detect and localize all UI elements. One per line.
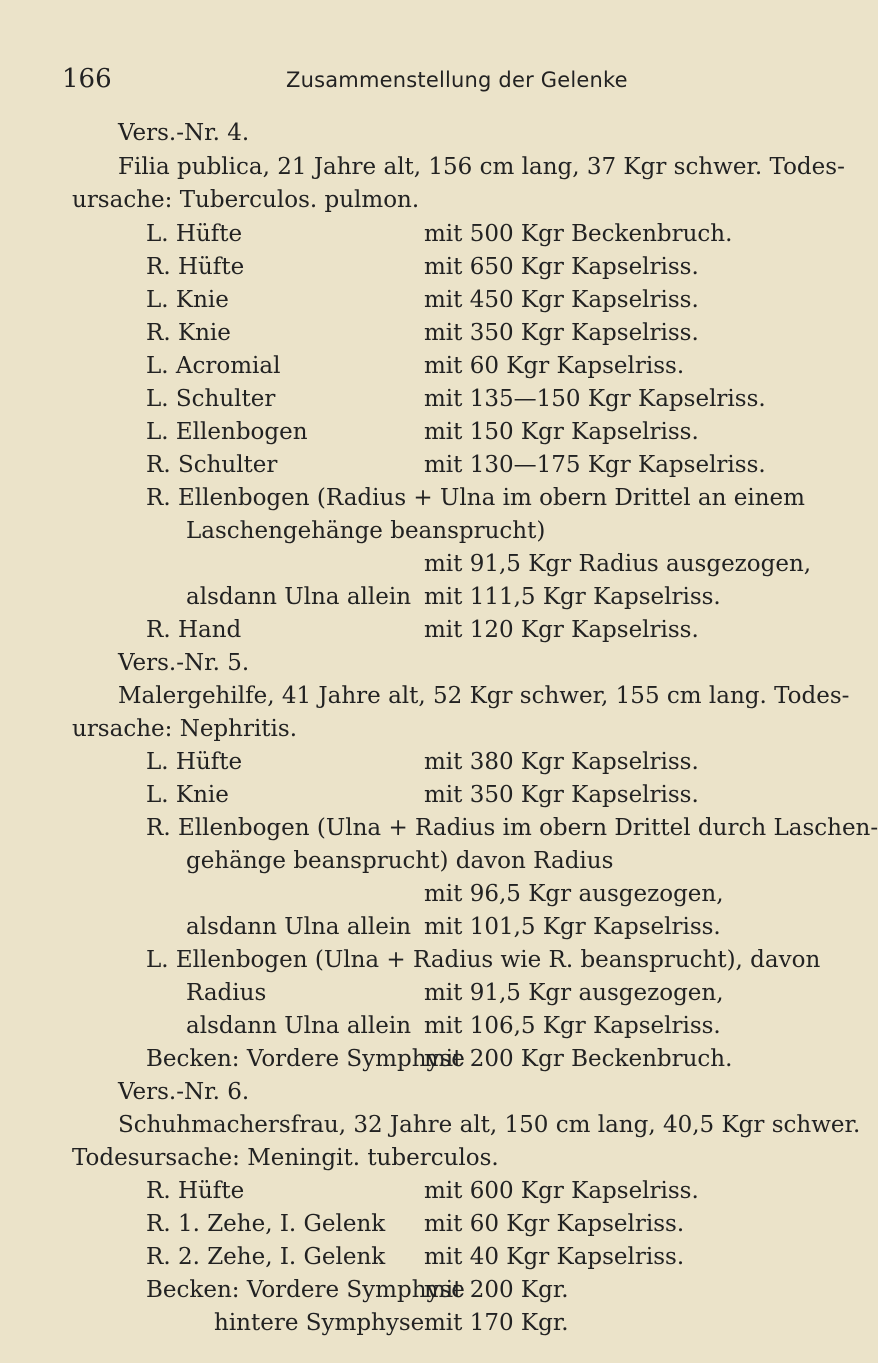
joint-label: R. Ellenbogen (Ulna + Radius im obern Drittel durch Laschen- — [146, 815, 878, 841]
test-result: mit 106,5 Kgr Kapselriss. — [424, 1013, 721, 1039]
test-result: mit 380 Kgr Kapselriss. — [424, 749, 699, 775]
joint-label: L. Hüfte — [146, 221, 243, 247]
joint-label: L. Knie — [146, 782, 229, 808]
joint-label: alsdann Ulna allein — [186, 914, 412, 940]
joint-label: L. Schulter — [146, 386, 276, 412]
joint-label: gehänge beansprucht) davon Radius — [186, 848, 614, 874]
test-result: mit 200 Kgr Beckenbruch. — [424, 1046, 733, 1072]
joint-label: R. Hand — [146, 617, 242, 643]
joint-label: alsdann Ulna allein — [186, 584, 412, 610]
case-heading: Vers.-Nr. 5. — [118, 650, 250, 676]
joint-label: Becken: Vordere Symphyse — [146, 1277, 465, 1303]
test-result: mit 130—175 Kgr Kapselriss. — [424, 452, 766, 478]
test-result: mit 500 Kgr Beckenbruch. — [424, 221, 733, 247]
joint-label: L. Knie — [146, 287, 229, 313]
joint-label: Becken: Vordere Symphyse — [146, 1046, 465, 1072]
running-title: Zusammenstellung der Gelenke — [286, 68, 628, 92]
test-result: mit 111,5 Kgr Kapselriss. — [424, 584, 721, 610]
joint-label: hintere Symphyse — [214, 1310, 425, 1336]
page-number: 166 — [62, 64, 112, 94]
joint-label: alsdann Ulna allein — [186, 1013, 412, 1039]
test-result: mit 450 Kgr Kapselriss. — [424, 287, 699, 313]
test-result: mit 350 Kgr Kapselriss. — [424, 320, 699, 346]
case-description: Todesursache: Meningit. tuberculos. — [72, 1145, 499, 1171]
test-result: mit 135—150 Kgr Kapselriss. — [424, 386, 766, 412]
joint-label: L. Hüfte — [146, 749, 243, 775]
case-heading: Vers.-Nr. 6. — [118, 1079, 250, 1105]
test-result: mit 101,5 Kgr Kapselriss. — [424, 914, 721, 940]
case-description: Malergehilfe, 41 Jahre alt, 52 Kgr schwer, 155 cm lang. Todes- — [118, 683, 850, 709]
test-result: mit 96,5 Kgr ausgezogen, — [424, 881, 724, 907]
joint-label: R. Ellenbogen (Radius + Ulna im obern Drittel an einem — [146, 485, 805, 511]
joint-label: R. 2. Zehe, I. Gelenk — [146, 1244, 386, 1270]
joint-label: R. 1. Zehe, I. Gelenk — [146, 1211, 386, 1237]
case-description: ursache: Nephritis. — [72, 716, 298, 742]
case-heading: Vers.-Nr. 4. — [118, 120, 250, 146]
joint-label: R. Hüfte — [146, 254, 245, 280]
test-result: mit 150 Kgr Kapselriss. — [424, 419, 699, 445]
test-result: mit 650 Kgr Kapselriss. — [424, 254, 699, 280]
test-result: mit 91,5 Kgr ausgezogen, — [424, 980, 724, 1006]
joint-label: Laschengehänge beansprucht) — [186, 518, 546, 544]
case-description: Schuhmachersfrau, 32 Jahre alt, 150 cm lang, 40,5 Kgr schwer. — [118, 1112, 861, 1138]
case-description: ursache: Tuberculos. pulmon. — [72, 187, 420, 213]
case-description: Filia publica, 21 Jahre alt, 156 cm lang, 37 Kgr schwer. Todes- — [118, 154, 845, 180]
test-result: mit 120 Kgr Kapselriss. — [424, 617, 699, 643]
joint-label: R. Knie — [146, 320, 231, 346]
test-result: mit 350 Kgr Kapselriss. — [424, 782, 699, 808]
test-result: mit 200 Kgr. — [424, 1277, 569, 1303]
joint-label: L. Acromial — [146, 353, 281, 379]
test-result: mit 600 Kgr Kapselriss. — [424, 1178, 699, 1204]
test-result: mit 60 Kgr Kapselriss. — [424, 353, 685, 379]
joint-label: R. Schulter — [146, 452, 278, 478]
joint-label: Radius — [186, 980, 267, 1006]
test-result: mit 170 Kgr. — [424, 1310, 569, 1336]
test-result: mit 60 Kgr Kapselriss. — [424, 1211, 685, 1237]
joint-label: L. Ellenbogen — [146, 419, 308, 445]
joint-label: R. Hüfte — [146, 1178, 245, 1204]
test-result: mit 40 Kgr Kapselriss. — [424, 1244, 685, 1270]
test-result: mit 91,5 Kgr Radius ausgezogen, — [424, 551, 812, 577]
joint-label: L. Ellenbogen (Ulna + Radius wie R. beansprucht), davon — [146, 947, 821, 973]
